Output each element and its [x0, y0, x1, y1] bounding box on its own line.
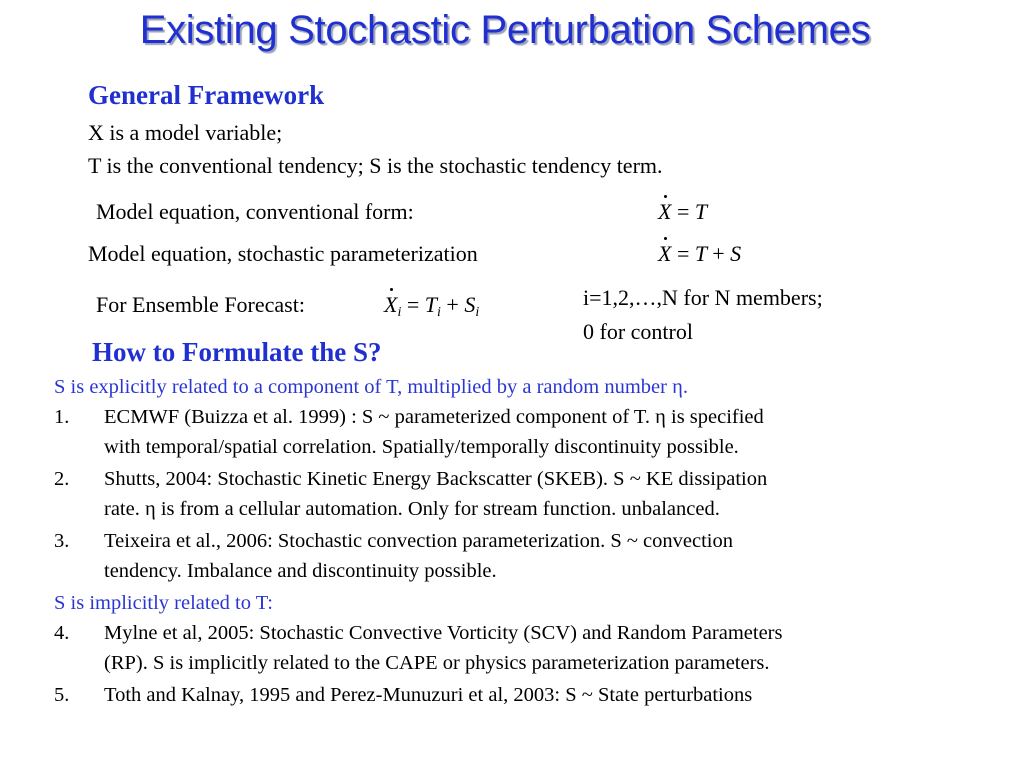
item-line: with temporal/spatial correlation. Spatially/temporally discontinuity possible.	[104, 436, 739, 458]
eq2-op: =	[676, 241, 690, 266]
slide-title: Existing Stochastic Perturbation Schemes	[139, 8, 871, 52]
item-number: 1.	[54, 406, 70, 428]
explicit-statement: S is explicitly related to a component of T, multiplied by a random number η.	[54, 376, 688, 398]
item-line: rate. η is from a cellular automation. Only for stream function. unbalanced.	[104, 498, 720, 520]
formulate-heading: How to Formulate the S?	[92, 337, 382, 367]
eq2-plus: +	[712, 241, 725, 266]
item-number: 2.	[54, 468, 70, 490]
item-line: Shutts, 2004: Stochastic Kinetic Energy Backscatter (SKEB). S ~ KE dissipation	[104, 468, 768, 490]
ens-t: T	[424, 292, 438, 317]
ens-lhs-sub: i	[397, 305, 402, 320]
ens-plus: +	[446, 292, 459, 317]
definition-line-1: X is a model variable;	[88, 120, 283, 145]
eq2-s: S	[730, 241, 742, 266]
item-line: Toth and Kalnay, 1995 and Perez-Munuzuri et al, 2003: S ~ State perturbations	[104, 684, 753, 706]
eq1-lhs: X	[658, 199, 672, 224]
item-line: Teixeira et al., 2006: Stochastic convection parameterization. S ~ convection	[104, 530, 733, 552]
item-number: 5.	[54, 684, 70, 706]
item-line: tendency. Imbalance and discontinuity possible.	[104, 560, 497, 582]
item-line: (RP). S is implicitly related to the CAPE or physics parameterization parameters.	[104, 652, 770, 674]
ens-t-sub: i	[437, 305, 441, 320]
ens-lhs: X	[384, 292, 398, 317]
ensemble-formula	[384, 292, 479, 321]
ens-op: =	[406, 292, 420, 317]
definition-line-2: T is the conventional tendency; S is the stochastic tendency term.	[88, 153, 663, 178]
item-line: ECMWF (Buizza et al. 1999) : S ~ parameterized component of T. η is specified	[104, 406, 764, 428]
implicit-statement: S is implicitly related to T:	[54, 592, 273, 614]
eq2-formula	[658, 241, 741, 267]
item-number: 3.	[54, 530, 70, 552]
eq2-t: T	[694, 241, 707, 266]
eq1-label: Model equation, conventional form:	[96, 199, 414, 224]
item-line: Mylne et al, 2005: Stochastic Convective Vorticity (SCV) and Random Parameters	[104, 622, 783, 644]
eq1-formula	[658, 199, 707, 225]
members-line-1: i=1,2,…,N for N members;	[583, 285, 823, 310]
eq2-lhs: X	[658, 241, 672, 266]
eq1-rhs: T	[694, 199, 708, 224]
eq1-op: =	[676, 199, 690, 224]
item-number: 4.	[54, 622, 70, 644]
ensemble-label: For Ensemble Forecast:	[96, 292, 305, 317]
members-line-2: 0 for control	[583, 319, 693, 344]
general-framework-heading: General Framework	[88, 80, 325, 110]
ens-s-sub: i	[475, 305, 480, 320]
ens-s: S	[464, 292, 476, 317]
eq2-label: Model equation, stochastic parameterization	[88, 241, 478, 266]
